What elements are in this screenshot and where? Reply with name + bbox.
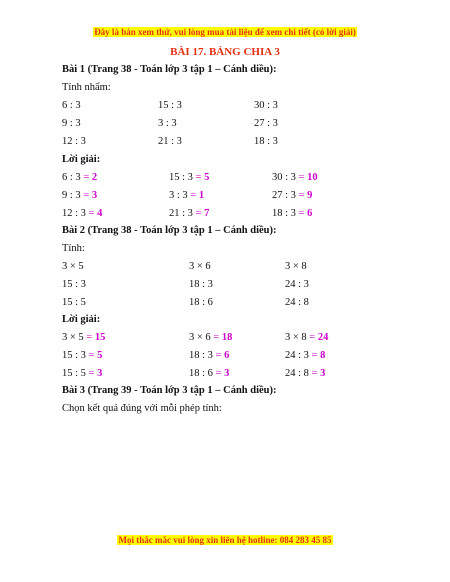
answer-value: 9 [307,190,313,201]
answer-value: 3 [91,190,98,201]
solution-cell: 24 : 3 = 8 [285,350,326,361]
answer-value: 24 [317,332,329,343]
bai1-problem-row [0,100,450,114]
bai1-heading: Bài 1 (Trang 38 - Toán lớp 3 tập 1 – Cánh diều): [62,64,277,75]
answer-value: 18 [221,332,233,343]
problem-cell: 9 : 3 [62,118,81,129]
problem-cell: 3 : 3 [158,118,177,129]
solution-cell: 27 : 3 = 9 [272,190,313,201]
bai1-solution-label: Lời giải: [62,154,101,165]
solution-cell: 30 : 3 = 10 [272,172,318,183]
hotline-banner [0,535,450,545]
problem-cell: 15 : 3 [62,279,86,290]
problem-cell: 12 : 3 [62,136,86,147]
answer-value: 1 [198,190,205,201]
answer-value: 2 [91,172,98,183]
bai3-heading: Bài 3 (Trang 39 - Toán lớp 3 tập 1 – Cánh diều): [62,385,277,396]
solution-cell: 18 : 6 = 3 [189,368,230,379]
problem-cell: 15 : 5 [62,297,86,308]
problem-cell: 21 : 3 [158,136,182,147]
bai2-heading: Bài 2 (Trang 38 - Toán lớp 3 tập 1 – Cánh diều): [62,225,277,236]
solution-cell: 15 : 3 = 5 [62,350,103,361]
solution-cell: 15 : 5 = 3 [62,368,103,379]
bai1-solution-row [0,190,450,204]
answer-value: 6 [224,350,230,361]
problem-cell: 15 : 3 [158,100,182,111]
solution-cell: 3 × 6 = 18 [189,332,233,343]
bai1-instruction: Tính nhẩm: [62,82,111,93]
bai2-solution-row [0,332,450,346]
answer-value: 5 [97,350,103,361]
problem-cell: 30 : 3 [254,100,278,111]
bai2-problem-row [0,261,450,275]
problem-cell: 18 : 3 [254,136,278,147]
answer-value: 6 [307,208,313,219]
solution-cell: 3 : 3 = 1 [169,190,205,201]
bai2-solution-label: Lời giải: [62,314,101,325]
bai2-problem-row [0,297,450,311]
hotline-banner-text: Mọi thắc mắc vui lòng xin liên hệ hotline: 084 283 45 85 [118,535,332,545]
bai1-problem-row [0,118,450,132]
preview-banner-text: Đây là bản xem thử, vui lòng mua tài liệu để xem chi tiết (có lời giải) [94,27,356,37]
bai3-instruction: Chọn kết quả đúng với mỗi phép tính: [62,403,222,414]
answer-value: 15 [94,332,106,343]
answer-value: 3 [224,368,230,379]
problem-cell: 3 × 6 [189,261,211,272]
solution-cell: 3 × 8 = 24 [285,332,329,343]
answer-value: 5 [204,172,210,183]
solution-cell: 24 : 8 = 3 [285,368,326,379]
solution-cell: 18 : 3 = 6 [272,208,313,219]
bai2-solution-row [0,368,450,382]
answer-value: 4 [97,208,103,219]
problem-cell: 3 × 5 [62,261,84,272]
solution-cell: 15 : 3 = 5 [169,172,210,183]
problem-cell: 27 : 3 [254,118,278,129]
bai2-solution-row [0,350,450,364]
solution-cell: 12 : 3 = 4 [62,208,103,219]
bai2-problem-row [0,279,450,293]
bai1-solution-row [0,208,450,222]
problem-cell: 6 : 3 [62,100,81,111]
solution-cell: 3 × 5 = 15 [62,332,106,343]
preview-banner [0,27,450,37]
lesson-title: BÀI 17. BẢNG CHIA 3 [170,46,280,58]
solution-cell: 9 : 3 = 3 [62,190,98,201]
solution-cell: 6 : 3 = 2 [62,172,98,183]
solution-cell: 18 : 3 = 6 [189,350,230,361]
problem-cell: 3 × 8 [285,261,307,272]
problem-cell: 24 : 3 [285,279,309,290]
bai2-instruction: Tính: [62,243,85,254]
problem-cell: 18 : 6 [189,297,213,308]
answer-value: 10 [307,172,318,183]
bai1-solution-row [0,172,450,186]
answer-value: 3 [97,368,103,379]
answer-value: 7 [204,208,210,219]
answer-value: 8 [320,350,326,361]
answer-value: 3 [320,368,326,379]
problem-cell: 18 : 3 [189,279,213,290]
solution-cell: 21 : 3 = 7 [169,208,210,219]
problem-cell: 24 : 8 [285,297,309,308]
bai1-problem-row [0,136,450,150]
